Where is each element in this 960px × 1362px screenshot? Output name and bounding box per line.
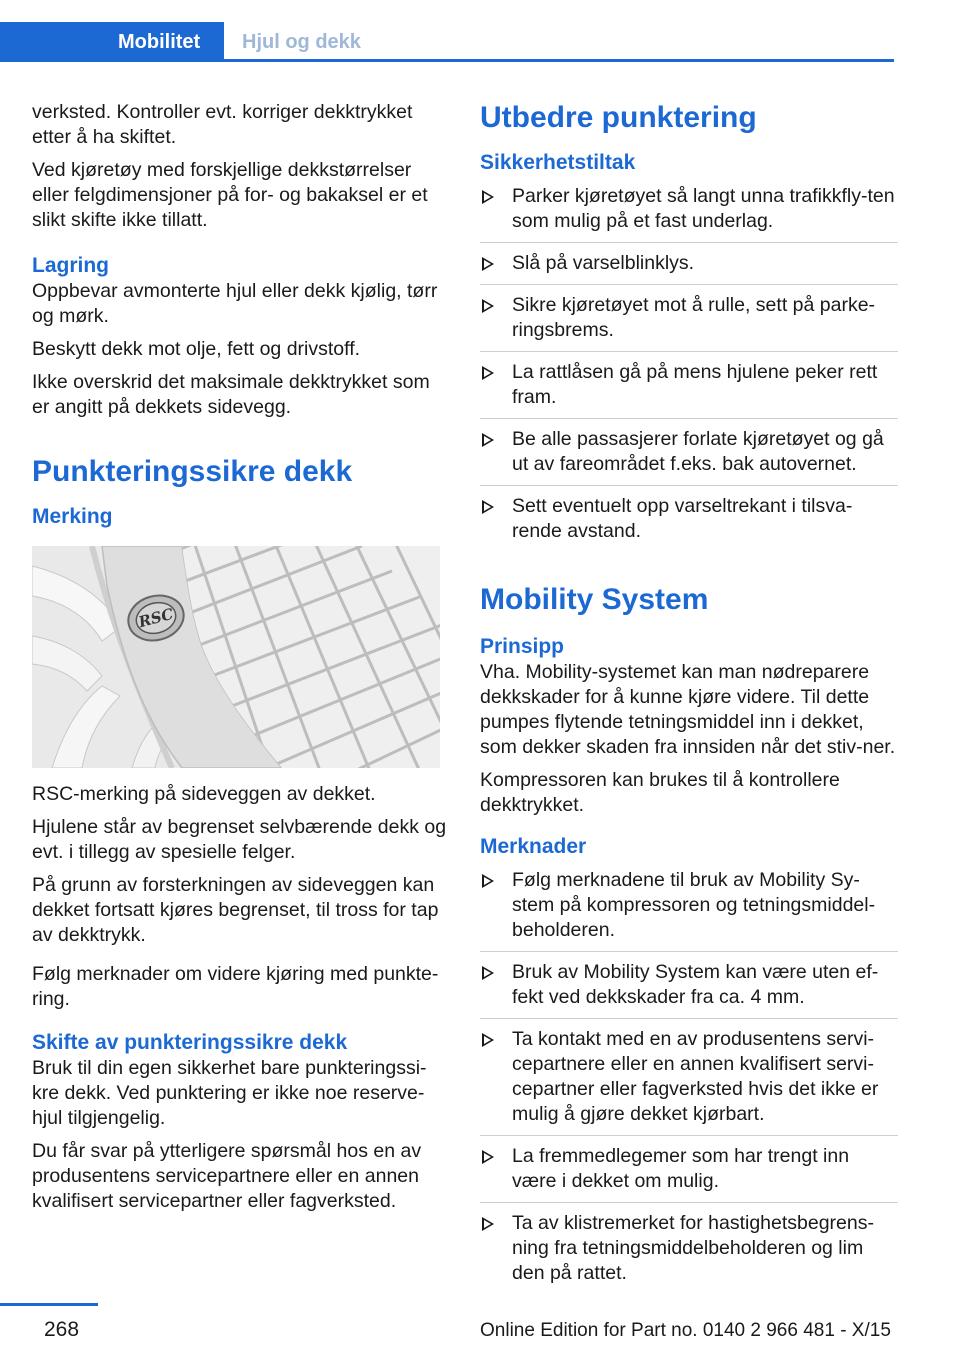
merking-paragraph-3: På grunn av forsterkningen av sideveggen kan dekket fortsatt kjøres begrenset, til tross for tap av dekktrykk. [32, 874, 439, 946]
right-column [480, 100, 898, 1302]
intro-paragraph-2: Ved kjøretøy med forskjellige dekkstørrelser eller felgdimensjoner på for- og bakaksel er et slikt skifte ikke tillatt. [32, 159, 428, 231]
triangle-bullet-icon [482, 874, 494, 888]
triangle-bullet-icon [482, 1217, 494, 1231]
list-item: Ta av klistremerket for hastighetsbegrens-ning fra tetningsmiddelbeholderen og lim den på rattet. [480, 1211, 898, 1294]
left-column [32, 100, 450, 1222]
punkteringssikre-heading: Punkteringssikre dekk [32, 455, 353, 488]
list-item: Følg merknadene til bruk av Mobility Sy-stem på kompressoren og tetningsmiddel-beholderen. [480, 868, 898, 952]
merking-paragraph-1: RSC-merking på sideveggen av dekket. [32, 783, 376, 805]
rsc-tire-illustration [32, 546, 440, 768]
intro-paragraph-1: verksted. Kontroller evt. korriger dekktrykket etter å ha skiftet. [32, 101, 413, 148]
triangle-bullet-icon [482, 190, 494, 204]
triangle-bullet-icon [482, 257, 494, 271]
list-item: La fremmedlegemer som har trengt inn være i dekket om mulig. [480, 1144, 898, 1203]
footer-accent-line [0, 1303, 98, 1306]
lagring-heading: Lagring [32, 254, 109, 277]
sikkerhetstiltak-heading: Sikkerhetstiltak [480, 151, 636, 174]
section-tab-mobilitet: Mobilitet [0, 22, 224, 62]
prinsipp-paragraph-2: Kompressoren kan brukes til å kontrollere dekktrykket. [480, 769, 840, 816]
page-header [0, 22, 894, 62]
page-number: 268 [44, 1318, 80, 1341]
lagring-paragraph-1: Oppbevar avmonterte hjul eller dekk kjølig, tørr og mørk. [32, 280, 438, 327]
triangle-bullet-icon [482, 1150, 494, 1164]
triangle-bullet-icon [482, 1033, 494, 1047]
list-item: Bruk av Mobility System kan være uten ef-fekt ved dekkskader fra ca. 4 mm. [480, 960, 898, 1019]
edition-footer: Online Edition for Part no. 0140 2 966 481 - X/15 [480, 1320, 891, 1341]
lagring-paragraph-3: Ikke overskrid det maksimale dekktrykket som er angitt på dekkets sidevegg. [32, 371, 430, 418]
svg-text:RSC: RSC [136, 604, 176, 632]
sikkerhetstiltak-list [480, 184, 898, 552]
list-item: Slå på varselblinklys. [480, 251, 898, 285]
list-item: Ta kontakt med en av produsentens servi-cepartnere eller en annen kvalifisert servi-cepartner eller fagverksted hvis det ikke er mulig å gjøre dekket kjørbart. [480, 1027, 898, 1136]
section-tab-hjul-og-dekk: Hjul og dekk [242, 31, 361, 53]
lagring-paragraph-2: Beskytt dekk mot olje, fett og drivstoff. [32, 338, 361, 360]
merknader-heading: Merknader [480, 835, 587, 858]
merking-paragraph-4: Følg merknader om videre kjøring med punkte-ring. [32, 963, 439, 1010]
triangle-bullet-icon [482, 366, 494, 380]
merknader-list [480, 868, 898, 1294]
triangle-bullet-icon [482, 299, 494, 313]
skifte-heading: Skifte av punkteringssikre dekk [32, 1031, 348, 1054]
list-item: Be alle passasjerer forlate kjøretøyet og gå ut av fareområdet f.eks. bak autovernet. [480, 427, 898, 486]
triangle-bullet-icon [482, 500, 494, 514]
utbedre-heading: Utbedre punktering [480, 101, 757, 134]
merking-paragraph-2: Hjulene står av begrenset selvbærende dekk og evt. i tillegg av spesielle felger. [32, 816, 447, 863]
triangle-bullet-icon [482, 966, 494, 980]
list-item: Sikre kjøretøyet mot å rulle, sett på parke-ringsbrems. [480, 293, 898, 352]
list-item: La rattlåsen gå på mens hjulene peker rett fram. [480, 360, 898, 419]
merking-heading: Merking [32, 505, 113, 528]
triangle-bullet-icon [482, 433, 494, 447]
prinsipp-heading: Prinsipp [480, 635, 565, 658]
list-item: Sett eventuelt opp varseltrekant i tilsva-rende avstand. [480, 494, 898, 552]
skifte-paragraph-2: Du får svar på ytterligere spørsmål hos en av produsentens servicepartnere eller en annen kvalifisert servicepartner eller fagverksted. [32, 1140, 422, 1212]
list-item: Parker kjøretøyet så langt unna trafikkfly-ten som mulig på et fast underlag. [480, 184, 898, 243]
skifte-paragraph-1: Bruk til din egen sikkerhet bare punkteringssi-kre dekk. Ved punktering er ikke noe reserve-hjul tilgjengelig. [32, 1057, 427, 1129]
prinsipp-paragraph-1: Vha. Mobility-systemet kan man nødreparere dekkskader for å kunne kjøre videre. Til dette pumpes flytende tetningsmiddel inn i dekket, som dekker skaden fra innsiden når det stiv-ner. [480, 661, 896, 758]
mobility-system-heading: Mobility System [480, 583, 709, 616]
